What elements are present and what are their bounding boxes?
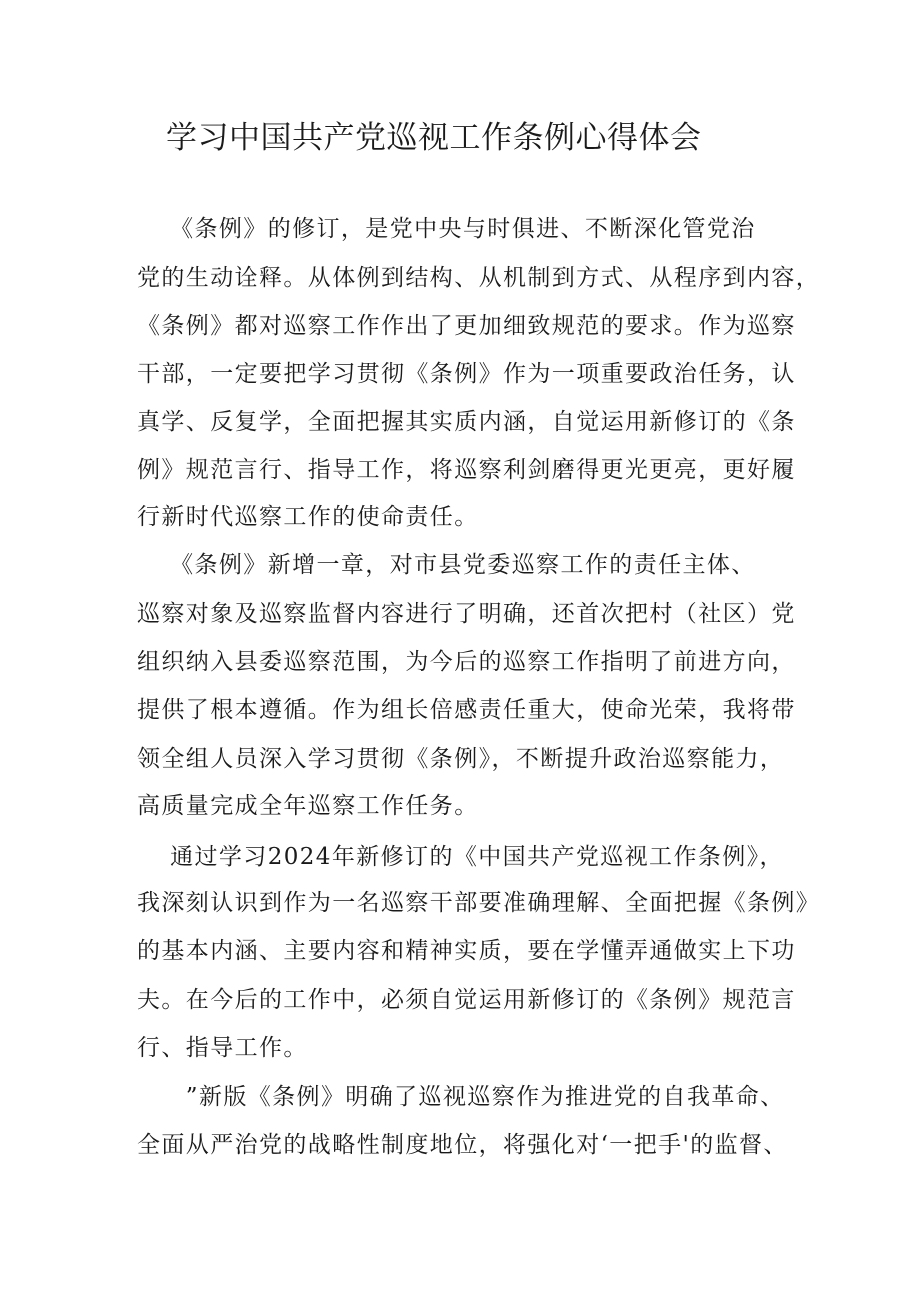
text-line-17: 夫。在今后的工作中，必须自觉运用新修订的《条例》规范言 bbox=[137, 987, 796, 1013]
text-line-16: 的基本内涵、主要内容和精神实质，要在学懂弄通做实上下功 bbox=[137, 938, 796, 964]
text-line-9: 巡察对象及巡察监督内容进行了明确，还首次把村（社区）党 bbox=[137, 601, 796, 627]
text-line-13: 高质量完成全年巡察工作任务。 bbox=[137, 793, 479, 819]
text-line-15: 我深刻认识到作为一名巡察干部要准确理解、全面把握《条例》 bbox=[137, 890, 821, 916]
text-line-12: 领全组人员深入学习贯彻《条例》，不断提升政治巡察能力， bbox=[137, 746, 785, 772]
text-line-2: 党的生动诠释。从体例到结构、从机制到方式、从程序到内容， bbox=[137, 265, 821, 291]
text-line-10: 组织纳入县委巡察范围，为今后的巡察工作指明了前进方向， bbox=[137, 649, 796, 675]
text-line-5: 真学、反复学，全面把握其实质内涵，自觉运用新修订的《条 bbox=[137, 409, 796, 435]
text-line-18: 行、指导工作。 bbox=[137, 1035, 308, 1061]
text-line-19: ”新版《条例》明确了巡视巡察作为推进党的自我革命、 bbox=[137, 1084, 785, 1110]
text-line-1: 《条例》的修订，是党中央与时俱进、不断深化管党治 bbox=[137, 216, 756, 242]
text-line-3: 《条例》都对巡察工作作出了更加细致规范的要求。作为巡察 bbox=[137, 313, 796, 339]
text-line-6: 例》规范言行、指导工作，将巡察利剑磨得更光更亮，更好履 bbox=[137, 457, 796, 483]
document-title: 学习中国共产党巡视工作条例心得体会 bbox=[166, 120, 702, 156]
text-line-11: 提供了根本遵循。作为组长倍感责任重大，使命光荣，我将带 bbox=[137, 697, 796, 723]
text-line-8: 《条例》新增一章，对市县党委巡察工作的责任主体、 bbox=[137, 552, 756, 578]
text-line-14: 通过学习2024年新修订的《中国共产党巡视工作条例》， bbox=[137, 844, 784, 870]
text-line-20: 全面从严治党的战略性制度地位，将强化对‘一把手'的监督、 bbox=[137, 1132, 788, 1158]
text-line-4: 干部，一定要把学习贯彻《条例》作为一项重要政治任务，认 bbox=[137, 361, 796, 387]
text-line-7: 行新时代巡察工作的使命责任。 bbox=[137, 504, 479, 530]
